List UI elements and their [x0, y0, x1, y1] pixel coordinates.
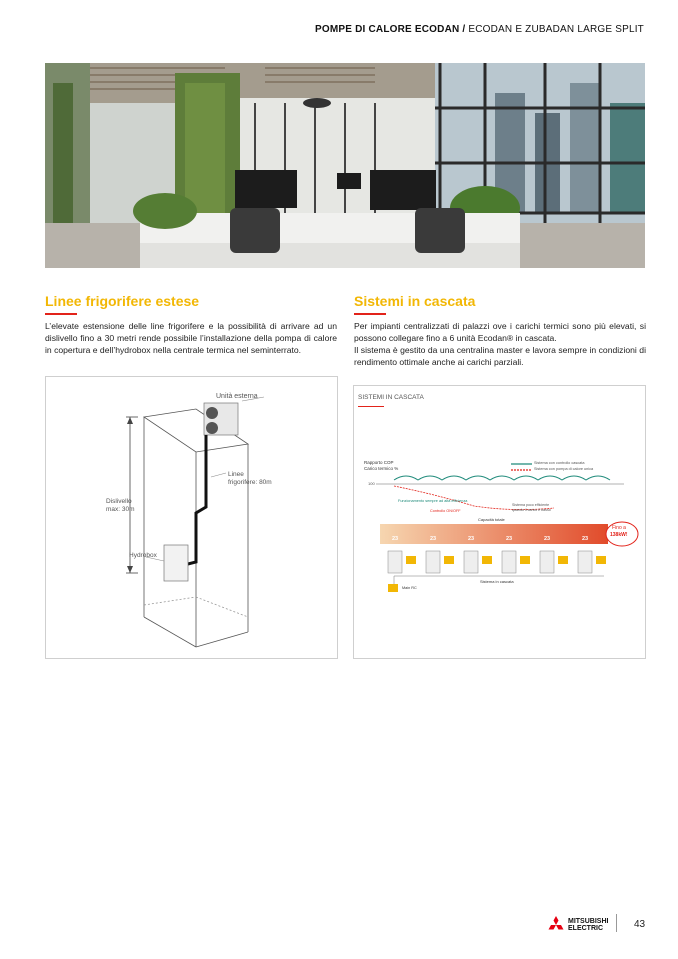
unit-value-6: 23 [582, 536, 589, 542]
tick-100: 100 [368, 481, 375, 486]
cascade-chart [354, 386, 645, 658]
height-label-2: max: 30m [106, 506, 135, 513]
lines-label-1: Linee [228, 471, 244, 478]
left-section-title: Linee frigorifere estese [45, 293, 200, 309]
unit-value-5: 23 [544, 536, 551, 542]
height-label-1: Dislivello [106, 498, 132, 505]
right-body-text [354, 320, 646, 368]
footer-separator [616, 914, 617, 932]
annotation-low-1: Sistema poco efficiente [512, 503, 550, 507]
annotation-low-2: quando il carico è basso [512, 508, 551, 512]
annotation-efficiency: Funzionamento sempre ad alta efficienza [398, 499, 468, 503]
unit-value-1: 23 [392, 536, 399, 542]
unit-value-4: 23 [506, 536, 513, 542]
brand-line-2: ELECTRIC [568, 925, 603, 932]
total-label-2: 138kW! [610, 532, 628, 538]
legend-single: Sistema con pompa di calore unica [534, 467, 594, 471]
annotation-onoff: Controllo ON/OFF [430, 509, 461, 513]
left-body-text [45, 320, 337, 356]
legend-cascade: Sistema con controllo cascata [534, 461, 585, 465]
refrigerant-lines-figure [45, 376, 338, 659]
total-label-1: Fino a [612, 525, 626, 531]
capacity-label: Capacità totale [478, 517, 505, 522]
left-title-rule [45, 313, 77, 315]
brand-line-1: MITSUBISHI [568, 918, 609, 925]
three-diamonds-icon [546, 916, 566, 934]
hero-office-image [45, 63, 645, 268]
unit-value-2: 23 [430, 536, 437, 542]
right-section-title: Sistemi in cascata [354, 293, 476, 309]
hydrobox-label: Hydrobox [129, 552, 157, 559]
page-header [315, 24, 644, 35]
header-bold: POMPE DI CALORE ECODAN / [315, 24, 466, 35]
cop-label: Rapporto COP [364, 460, 394, 465]
main-rc-label: Main RC [402, 586, 417, 590]
unit-value-3: 23 [468, 536, 475, 542]
load-label: Carico termico % [364, 466, 399, 471]
header-rest: ECODAN E ZUBADAN LARGE SPLIT [465, 24, 644, 35]
page-number: 43 [634, 919, 646, 930]
building-diagram [46, 377, 337, 658]
right-paragraph-1: Per impianti centralizzati di palazzi ove i carichi termici sono più elevati, si possono collegare fino a 6 unità Ecodan® in cascata. [354, 321, 646, 343]
right-title-rule [354, 313, 386, 315]
lines-label-2: frigorifere: 80m [228, 479, 272, 486]
left-paragraph: L’elevate estensione delle line frigorifere e la possibilità di arrivare ad un dislivello fino a 30 metri rende possibile l’installazione della pompa di calore in copertura e dell’hydrobox nella centrale termica nel seminterrato. [45, 321, 337, 355]
right-paragraph-2: Il sistema è gestito da una centralina master e lavora sempre in condizioni di rendimento ottimale anche ai carichi parziali. [354, 345, 646, 367]
cascade-system-label: Sistema in cascata [480, 579, 514, 584]
cascade-figure-label: SISTEMI IN CASCATA [358, 394, 424, 401]
cascade-figure [353, 385, 646, 659]
office-illustration [45, 63, 645, 268]
outdoor-unit-label: Unità esterna [216, 393, 258, 400]
